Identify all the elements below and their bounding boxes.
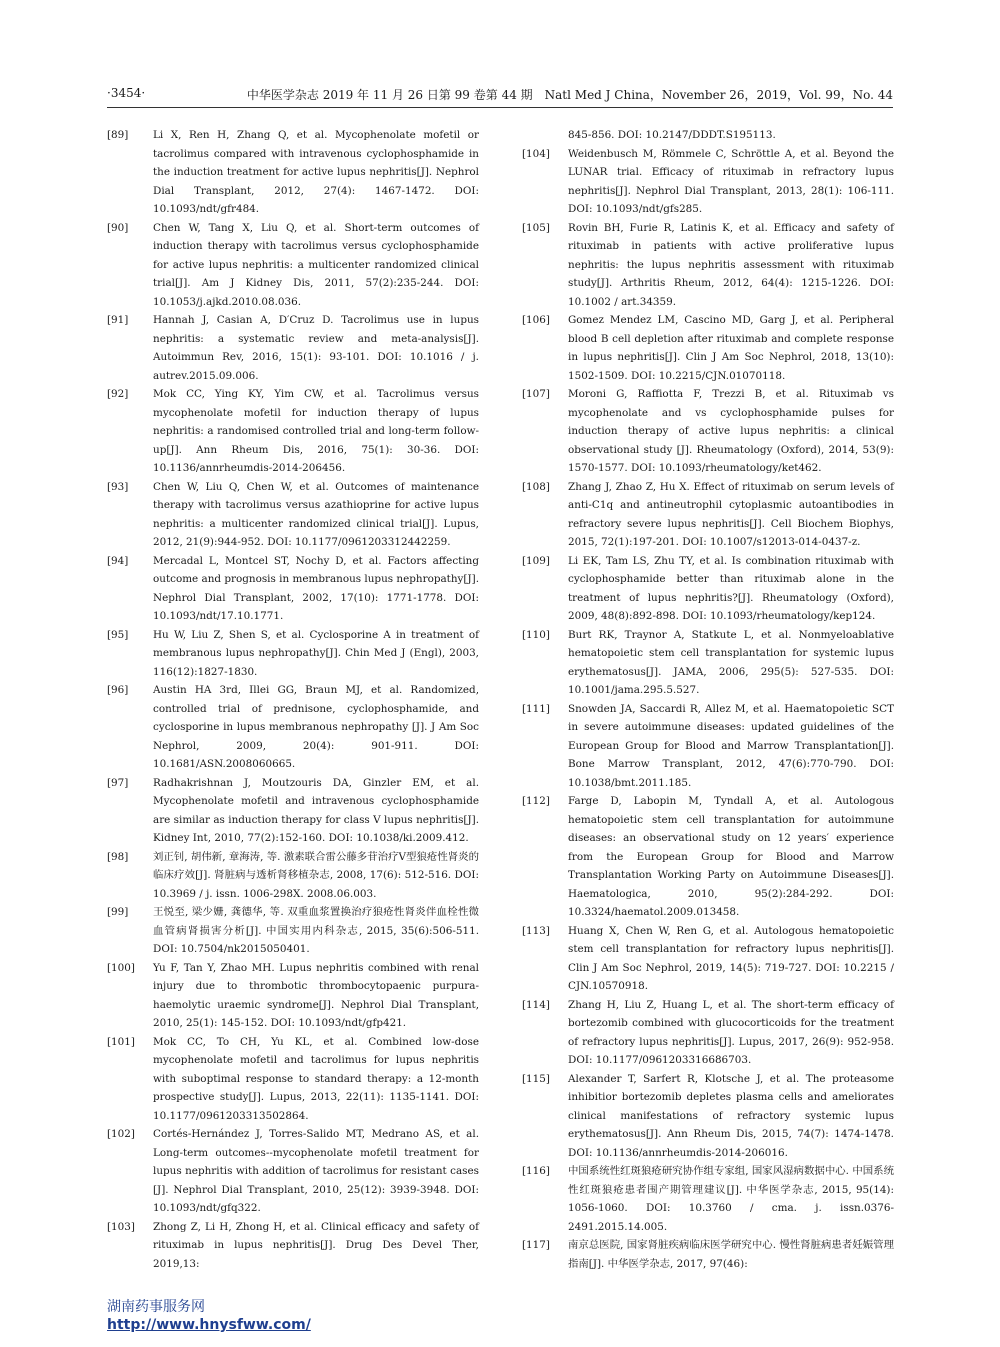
reference-entry [107, 626, 479, 682]
reference-number: [110] [522, 628, 550, 641]
reference-entry [107, 959, 479, 1033]
left-reference-column [107, 126, 479, 1273]
reference-number: [106] [522, 314, 550, 326]
reference-entry [522, 311, 894, 385]
reference-text: 王悦至, 梁少姗, 龚德华, 等. 双重血浆置换治疗狼疮性肾炎伴血栓性微血管病肾损害分析[J]. 中国实用内科杂志, 2015, 35(6):506-511. DOI: 10.7504/nk2015050401. [153, 906, 479, 955]
reference-text: 刘正钊, 胡伟新, 章海涛, 等. 激素联合雷公藤多苷治疗Ⅴ型狼疮性肾炎的临床疗效[J]. 肾脏病与透析肾移植杂志, 2008, 17(6): 512-516. DOI: 10.3969 / j. issn. 1006-298X. 2008.06.003. [153, 850, 479, 900]
reference-text: Snowden JA, Saccardi R, Allez M, et al. Haematopoietic SCT in severe autoimmune diseases: updated guidelines of the European Group for Blood and Marrow Transplantation[J]. Bone Marrow Transplant, 2012, 47(6):770-790. DOI: 10.1038/bmt.2011.185. [568, 702, 894, 789]
reference-number: [116] [522, 1165, 550, 1177]
reference-entry [107, 311, 479, 385]
reference-number: [108] [522, 480, 550, 493]
reference-entry [107, 774, 479, 848]
reference-number: [100] [107, 961, 135, 974]
reference-number: [114] [522, 998, 550, 1011]
reference-number: [95] [107, 628, 129, 641]
reference-text: Mok CC, Ying KY, Yim CW, et al. Tacrolimus versus mycophenolate mofetil for induction therapy of lupus nephritis: a randomised controlled trial and long-term follow-up[J]. Ann Rheum Dis, 2016, 75(1): 30-36. DOI: 10.1136/annrheumdis-2014-206456. [153, 388, 479, 474]
reference-entry [107, 385, 479, 478]
reference-number: [90] [107, 221, 129, 234]
reference-text: Hannah J, Casian A, D′Cruz D. Tacrolimus use in lupus nephritis: a systematic review and meta-analysis[J]. Autoimmun Rev, 2016, 15(1): 93-101. DOI: 10.1016 / j. autrev.2015.09.006. [153, 314, 479, 382]
reference-text: Li EK, Tam LS, Zhu TY, et al. Is combination rituximab with cyclophosphamide better than rituximab alone in the treatment of lupus nephritis?[J]. Rheumatology (Oxford), 2009, 48(8):892-898. DOI: 10.1093/rheumatology/kep124. [568, 554, 894, 622]
reference-entry [107, 903, 479, 959]
reference-entry [107, 478, 479, 552]
reference-number: [111] [522, 702, 550, 715]
reference-number: [92] [107, 388, 129, 400]
reference-entry [522, 626, 894, 700]
reference-entry [522, 996, 894, 1070]
reference-entry [522, 1162, 894, 1236]
reference-number: [101] [107, 1035, 135, 1048]
site-name: 湖南药事服务网 [107, 1299, 205, 1315]
reference-text: Burt RK, Traynor A, Statkute L, et al. Nonmyeloablative hematopoietic stem cell transplantation for systemic lupus erythematosus[J]. JAMA, 2006, 295(5): 527-535. DOI: 10.1001/jama.295.5.527. [568, 628, 894, 696]
reference-text: Cortés-Hernández J, Torres-Salido MT, Medrano AS, et al. Long-term outcomes--mycophenolate mofetil treatment for lupus nephritis with addition of tacrolimus for resistant cases [J]. Nephrol Dial Transplant, 2010, 25(12): 3939-3948. DOI: 10.1093/ndt/gfq322. [153, 1128, 479, 1214]
reference-text: Yu F, Tan Y, Zhao MH. Lupus nephritis combined with renal injury due to thrombotic thrombocytopaenic purpura-haemolytic uraemic syndrome[J]. Nephrol Dial Transplant, 2010, 25(1): 145-152. DOI: 10.1093/ndt/gfp421. [153, 961, 479, 1029]
reference-text: Li X, Ren H, Zhang Q, et al. Mycophenolate mofetil or tacrolimus compared with intravenous cyclophosphamide in the induction treatment for active lupus nephritis[J]. Nephrol Dial Transplant, 2012, 27(4): 1467-1472. DOI: 10.1093/ndt/gfr484. [153, 129, 479, 215]
reference-number: [98] [107, 850, 129, 863]
reference-number: [102] [107, 1128, 135, 1140]
reference-number: [112] [522, 795, 550, 807]
reference-entry [107, 1125, 479, 1218]
reference-text: Alexander T, Sarfert R, Klotsche J, et al. The proteasome inhibitior bortezomib depletes plasma cells and ameliorates clinical manifestations of refractory systemic lupus erythematosus[J]. Ann Rheum Dis, 2015, 74(7): 1474-1478. DOI: 10.1136/annrheumdis-2014-206016. [568, 1072, 894, 1159]
reference-number: [91] [107, 314, 129, 326]
page-header [107, 83, 893, 108]
reference-entry [522, 552, 894, 626]
reference-number: [99] [107, 906, 129, 918]
reference-entry [107, 681, 479, 774]
reference-text: 南京总医院, 国家肾脏疾病临床医学研究中心. 慢性肾脏病患者妊娠管理指南[J]. 中华医学杂志, 2017, 97(46): [568, 1239, 894, 1270]
reference-text: 中国系统性红斑狼疮研究协作组专家组, 国家风湿病数据中心. 中国系统性红斑狼疮患者围产期管理建议[J]. 中华医学杂志, 2015, 95(14): 1056-1060. DOI: 10.3760 / cma. j. issn.0376-2491.2015.14.005. [568, 1165, 894, 1233]
reference-entry [522, 219, 894, 312]
reference-number: [105] [522, 221, 550, 234]
reference-entry [522, 145, 894, 219]
site-url-link[interactable]: http://www.hnysfww.com/ [107, 1317, 311, 1333]
reference-text: Chen W, Tang X, Liu Q, et al. Short-term outcomes of induction therapy with tacrolimus versus cyclophosphamide for active lupus nephritis: a multicenter randomized clinical trial[J]. Am J Kidney Dis, 2011, 57(2):235-244. DOI: 10.1053/j.ajkd.2010.08.036. [153, 221, 479, 308]
right-reference-column [522, 126, 894, 1273]
reference-text: Gomez Mendez LM, Cascino MD, Garg J, et al. Peripheral blood B cell depletion after rituximab and complete response in lupus nephritis[J]. Clin J Am Soc Nephrol, 2018, 13(10): 1502-1509. DOI: 10.2215/CJN.01070118. [568, 314, 894, 382]
reference-text: Zhang J, Zhao Z, Hu X. Effect of rituximab on serum levels of anti-C1q and antineutrophil cytoplasmic autoantibodies in refractory severe lupus nephritis[J]. Cell Biochem Biophys, 2015, 72(1):197-201. DOI: 10.1007/s12013-014-0437-z. [568, 480, 894, 548]
reference-number: [96] [107, 684, 129, 696]
reference-number: [97] [107, 776, 129, 789]
reference-text: Mok CC, To CH, Yu KL, et al. Combined low-dose mycophenolate mofetil and tacrolimus for lupus nephritis with suboptimal response to standard therapy: a 12-month prospective study[J]. Lupus, 2013, 22(11): 1135-1141. DOI: 10.1177/0961203313502864. [153, 1035, 479, 1122]
reference-entry [107, 126, 479, 219]
reference-entry [522, 922, 894, 996]
reference-number: [117] [522, 1239, 550, 1251]
reference-entry [522, 1236, 894, 1273]
reference-number: [94] [107, 554, 129, 567]
reference-entry [107, 219, 479, 312]
reference-text: Hu W, Liu Z, Shen S, et al. Cyclosporine A in treatment of membranous lupus nephropathy[J]. Chin Med J (Engl), 2003, 116(12):1827-1830. [153, 628, 479, 678]
reference-number: [93] [107, 480, 129, 493]
reference-number: [115] [522, 1072, 550, 1085]
reference-text: Farge D, Labopin M, Tyndall A, et al. Autologous hematopoietic stem cell transplantation for autoimmune diseases: an observational study on 12 years′ experience from the European Group for Blood and Marrow Transplantation Working Party on Autoimmune Diseases[J]. Haematologica, 2010, 95(2):284-292. DOI: 10.3324/haematol.2009.013458. [568, 795, 894, 918]
reference-entry [522, 385, 894, 478]
reference-number: [107] [522, 388, 550, 400]
reference-entry [107, 1033, 479, 1126]
reference-entry [522, 792, 894, 922]
reference-text: Zhang H, Liu Z, Huang L, et al. The short-term efficacy of bortezomib combined with glucocorticoids for the treatment of refractory lupus nephritis[J]. Lupus, 2017, 26(9): 952-958. DOI: 10.1177/0961203316686703. [568, 998, 894, 1066]
reference-entry [107, 552, 479, 626]
reference-text: Mercadal L, Montcel ST, Nochy D, et al. Factors affecting outcome and prognosis in membranous lupus nephropathy[J]. Nephrol Dial Transplant, 2002, 17(10): 1771-1778. DOI: 10.1093/ndt/17.10.1771. [153, 554, 479, 622]
reference-entry [107, 848, 479, 904]
reference-entry [522, 126, 894, 145]
reference-number: [103] [107, 1220, 135, 1233]
reference-entry [522, 1070, 894, 1163]
reference-number: [104] [522, 147, 550, 160]
reference-text: Rovin BH, Furie R, Latinis K, et al. Efficacy and safety of rituximab in patients with active proliferative lupus nephritis: the lupus nephritis assessment with rituximab study[J]. Arthritis Rheum, 2012, 64(4): 1215-1226. DOI: 10.1002 / art.34359. [568, 221, 894, 308]
journal-citation-line: 中华医学杂志 2019 年 11 月 26 日第 99 卷第 44 期 Natl Med J China，November 26，2019，Vol. 99，No. 44 [246, 88, 893, 102]
reference-text: Austin HA 3rd, Illei GG, Braun MJ, et al. Randomized, controlled trial of prednisone, cyclophosphamide, and cyclosporine in lupus membranous nephropathy [J]. J Am Soc Nephrol, 2009, 20(4): 901-911. DOI: 10.1681/ASN.2008060665. [153, 684, 479, 770]
reference-text: 845-856. DOI: 10.2147/DDDT.S195113. [568, 129, 776, 141]
page-number: ·3454· [107, 86, 146, 100]
reference-text: Chen W, Liu Q, Chen W, et al. Outcomes of maintenance therapy with tacrolimus versus azathioprine for active lupus nephritis: a multicenter randomized clinical trial[J]. Lupus, 2012, 21(9):944-952. DOI: 10.1177/0961203312442259. [153, 480, 479, 548]
reference-text: Zhong Z, Li H, Zhong H, et al. Clinical efficacy and safety of rituximab in lupus nephritis[J]. Drug Des Devel Ther, 2019,13: [153, 1220, 479, 1270]
watermark-footer [107, 1298, 311, 1334]
reference-entry [522, 700, 894, 793]
reference-entry [107, 1218, 479, 1274]
reference-number: [109] [522, 554, 550, 567]
reference-entry [522, 478, 894, 552]
reference-text: Radhakrishnan J, Moutzouris DA, Ginzler EM, et al. Mycophenolate mofetil and intravenous cyclophosphamide are similar as induction therapy for class Ⅴ lupus nephritis[J]. Kidney Int, 2010, 77(2):152-160. DOI: 10.1038/ki.2009.412. [153, 776, 479, 844]
reference-number: [113] [522, 924, 550, 937]
reference-text: Moroni G, Raffiotta F, Trezzi B, et al. Rituximab vs mycophenolate and vs cyclophosphamide pulses for induction therapy of active lupus nephritis: a clinical observational study [J]. Rheumatology (Oxford), 2014, 53(9): 1570-1577. DOI: 10.1093/rheumatology/ket462. [568, 388, 894, 474]
reference-text: Weidenbusch M, Römmele C, Schröttle A, et al. Beyond the LUNAR trial. Efficacy of rituximab in refractory lupus nephritis[J]. Nephrol Dial Transplant, 2013, 28(1): 106-111. DOI: 10.1093/ndt/gfs285. [568, 147, 894, 215]
reference-text: Huang X, Chen W, Ren G, et al. Autologous hematopoietic stem cell transplantation for refractory lupus nephritis[J]. Clin J Am Soc Nephrol, 2019, 14(5): 719-727. DOI: 10.2215 / CJN.10570918. [568, 924, 894, 992]
reference-number: [89] [107, 129, 129, 141]
